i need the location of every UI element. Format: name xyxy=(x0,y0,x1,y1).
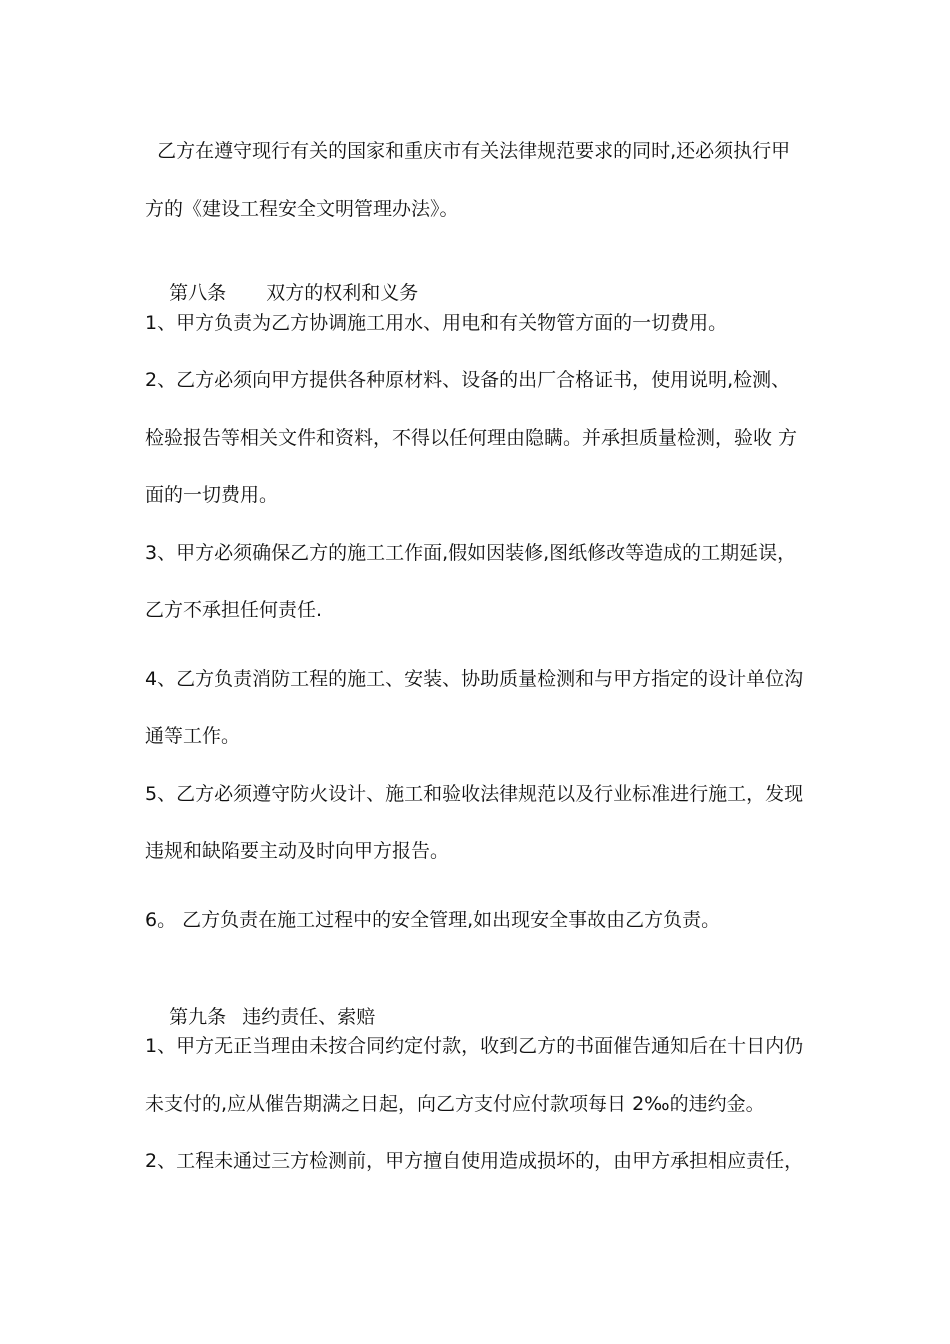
article-title: 双方的权利和义务 xyxy=(266,282,419,304)
paragraph-line: 方的《建设工程安全文明管理办法》。 xyxy=(145,198,459,220)
clause-line: 检验报告等相关文件和资料，不得以任何理由隐瞒。并承担质量检测，验收 方 xyxy=(145,427,798,449)
clause-line: 通等工作。 xyxy=(145,725,241,747)
article-title: 违约责任、索赔 xyxy=(242,1006,376,1028)
clause-line: 2、乙方必须向甲方提供各种原材料、设备的出厂合格证书，使用说明,检测、 xyxy=(145,369,791,391)
clause-line: 违规和缺陷要主动及时向甲方报告。 xyxy=(145,840,450,862)
clause-line: 2、工程未通过三方检测前，甲方擅自使用造成损坏的，由甲方承担相应责任， xyxy=(145,1150,804,1172)
clause-line: 6。 乙方负责在施工过程中的安全管理,如出现安全事故由乙方负责。 xyxy=(145,909,721,931)
clause-line: 5、乙方必须遵守防火设计、施工和验收法律规范以及行业标准进行施工，发现 xyxy=(145,783,804,805)
paragraph-line: 乙方在遵守现行有关的国家和重庆市有关法律规范要求的同时,还必须执行甲 xyxy=(145,140,791,162)
clause-line: 面的一切费用。 xyxy=(145,484,279,506)
clause-line: 4、乙方负责消防工程的施工、安装、协助质量检测和与甲方指定的设计单位沟 xyxy=(145,668,804,690)
article-number: 第九条 xyxy=(169,1006,227,1028)
clause-line: 1、甲方负责为乙方协调施工用水、用电和有关物管方面的一切费用。 xyxy=(145,312,728,334)
clause-line: 未支付的,应从催告期满之日起，向乙方支付应付款项每日 2‰的违约金。 xyxy=(145,1093,765,1115)
clause-line: 1、甲方无正当理由未按合同约定付款，收到乙方的书面催告通知后在十日内仍 xyxy=(145,1035,804,1057)
article-number: 第八条 xyxy=(169,282,227,304)
clause-line: 3、甲方必须确保乙方的施工工作面,假如因装修,图纸修改等造成的工期延误， xyxy=(145,542,797,564)
clause-line: 乙方不承担任何责任. xyxy=(145,599,323,621)
